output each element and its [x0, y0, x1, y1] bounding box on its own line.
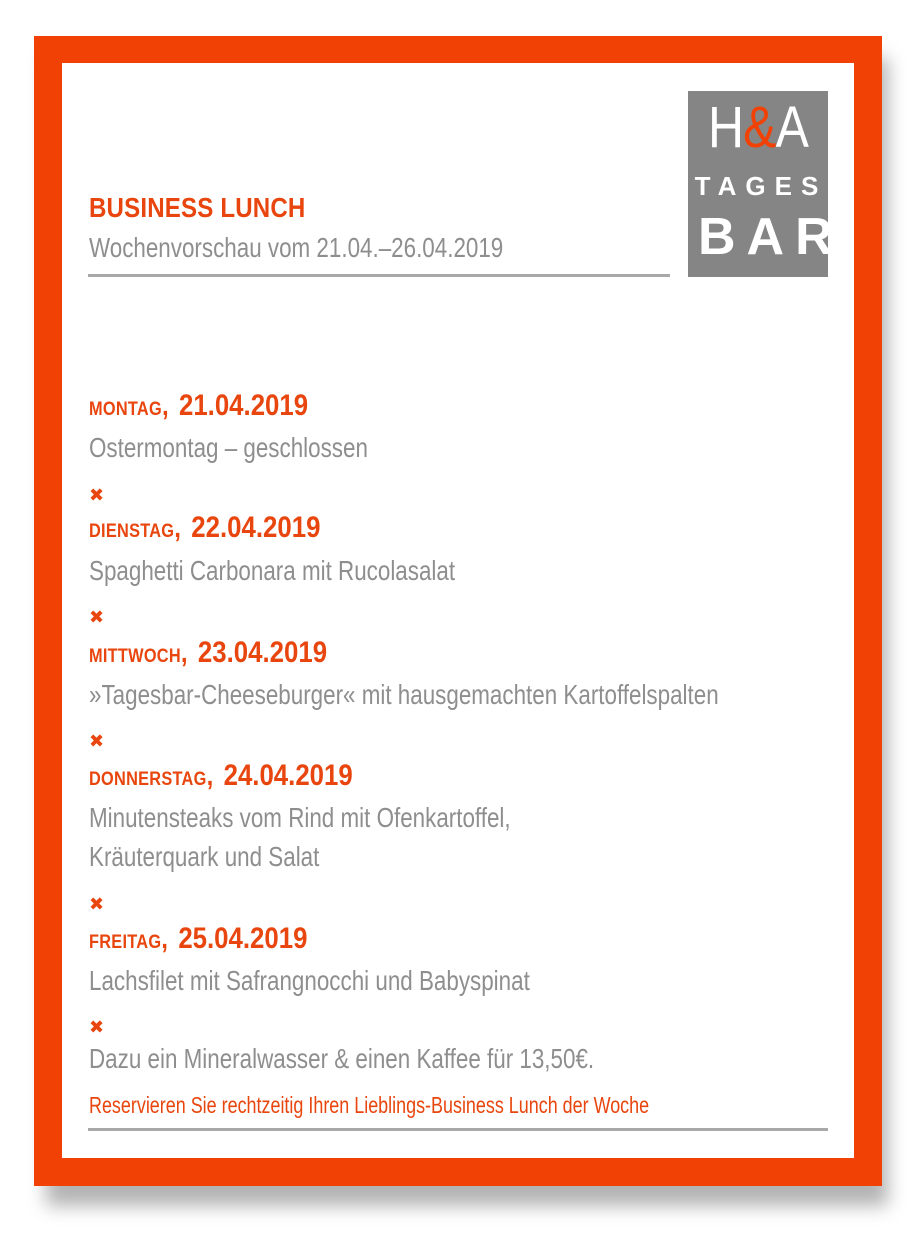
dish-friday: Lachsfilet mit Safrangnocchi und Babyspinat	[89, 965, 530, 996]
day-date: 25.04.2019	[178, 922, 308, 955]
cross-mark-icon: ✖	[89, 894, 105, 915]
logo-ha	[698, 93, 818, 163]
day-heading-wednesday	[89, 636, 327, 670]
day-date: 21.04.2019	[178, 389, 309, 422]
dish-monday: Ostermontag – geschlossen	[89, 432, 368, 463]
dish-thursday-line-1: Minutensteaks vom Rind mit Ofenkartoffel,	[89, 802, 511, 833]
footer-divider	[88, 1128, 828, 1131]
day-date: 24.04.2019	[223, 759, 353, 792]
header-divider	[88, 274, 670, 277]
logo-letter-h: H	[707, 95, 744, 160]
day-heading-monday	[89, 389, 308, 423]
day-name: FREITAG	[89, 932, 162, 953]
day-comma: ,	[180, 637, 188, 668]
day-name: DONNERSTAG	[89, 769, 207, 790]
cross-mark-icon: ✖	[89, 731, 105, 752]
day-date: 23.04.2019	[197, 636, 328, 669]
day-comma: ,	[174, 512, 181, 543]
day-comma: ,	[161, 390, 169, 421]
day-name: MITTWOCH	[89, 646, 181, 667]
logo-bar: BAR	[698, 208, 844, 266]
day-heading-tuesday	[89, 511, 320, 545]
cross-mark-icon: ✖	[89, 607, 105, 628]
page-title: BUSINESS LUNCH	[89, 192, 306, 223]
cross-mark-icon: ✖	[89, 1017, 105, 1038]
logo-ampersand: &	[743, 95, 776, 160]
logo-tages: TAGES	[694, 171, 828, 201]
day-name: DIENSTAG	[89, 521, 175, 542]
day-comma: ,	[206, 760, 214, 791]
day-comma: ,	[161, 923, 168, 954]
dish-thursday-line-2: Kräuterquark und Salat	[89, 841, 320, 872]
dish-tuesday: Spaghetti Carbonara mit Rucolasalat	[89, 555, 456, 586]
day-heading-thursday	[89, 759, 353, 793]
day-name: MONTAG	[89, 399, 162, 420]
cross-mark-icon: ✖	[89, 485, 105, 506]
reservation-call-to-action: Reservieren Sie rechtzeitig Ihren Lieblings-Business Lunch der Woche	[89, 1092, 650, 1118]
day-heading-friday	[89, 922, 307, 956]
week-preview-subtitle: Wochenvorschau vom 21.04.–26.04.2019	[89, 232, 504, 263]
day-date: 22.04.2019	[191, 511, 321, 544]
ha-tagesbar-logo	[688, 91, 844, 277]
dish-wednesday: »Tagesbar-Cheeseburger« mit hausgemachten Kartoffelspalten	[89, 679, 719, 710]
price-note: Dazu ein Mineralwasser & einen Kaffee für 13,50€.	[89, 1043, 595, 1074]
logo-letter-a: A	[775, 95, 808, 160]
